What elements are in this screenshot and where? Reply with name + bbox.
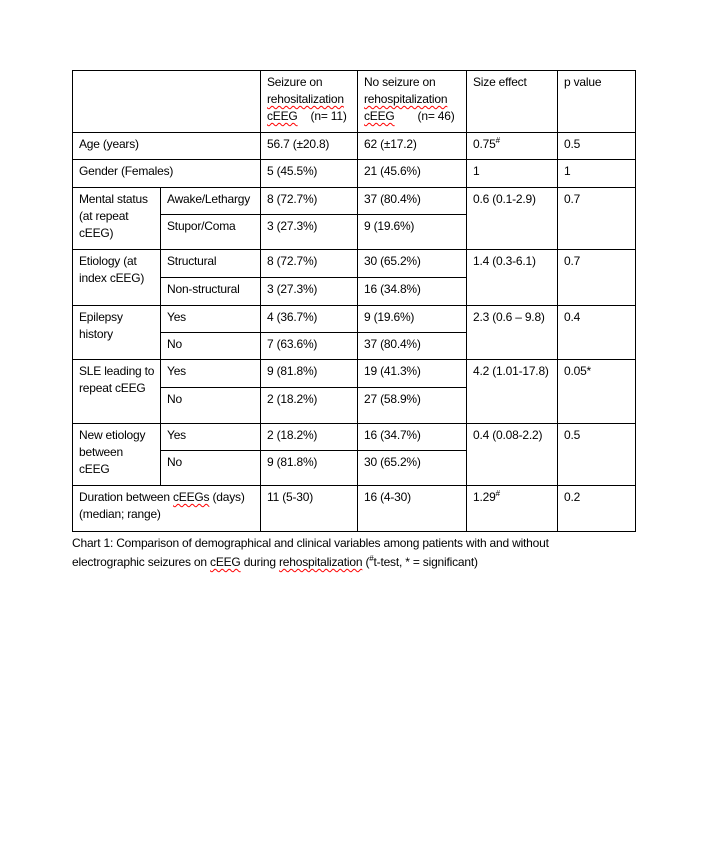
- cell-etiology-sub1-seizure: 8 (72.7%): [261, 250, 358, 278]
- cell-duration-no-seizure: 16 (4-30): [358, 486, 467, 532]
- cell-mental-sub2-seizure: 3 (27.3%): [261, 215, 358, 250]
- cell-mental-size-effect: 0.6 (0.1-2.9): [467, 188, 558, 250]
- t-test-marker: #: [369, 554, 374, 563]
- header-no-seizure-col: [358, 71, 467, 133]
- cell-mental-sub1-no-seizure: 37 (80.4%): [358, 188, 467, 215]
- cell-etiology-sub1-label: Structural: [161, 250, 261, 278]
- row-etiology-structural: [73, 250, 636, 278]
- cell-new-etiology-label: New etiology between cEEG: [73, 424, 161, 486]
- cell-etiology-p: 0.7: [558, 250, 636, 306]
- spellcheck-word: rehospitalization: [364, 92, 448, 106]
- spellcheck-word: cEEG: [210, 555, 241, 569]
- cell-new-etiology-sub1-no-seizure: 16 (34.7%): [358, 424, 467, 451]
- header-no-seizure-line1: No seizure on: [364, 75, 436, 89]
- cell-epilepsy-sub2-seizure: 7 (63.6%): [261, 333, 358, 360]
- header-size-effect-col: Size effect: [467, 71, 558, 133]
- cell-etiology-sub2-no-seizure: 16 (34.8%): [358, 278, 467, 306]
- header-seizure-col: [261, 71, 358, 133]
- cell-gender-p: 1: [558, 160, 636, 188]
- cell-new-etiology-sub1-label: Yes: [161, 424, 261, 451]
- spellcheck-word: cEEG: [267, 109, 298, 123]
- cell-epilepsy-sub1-label: Yes: [161, 306, 261, 333]
- table-header-row: [73, 71, 636, 133]
- cell-gender-label: Gender (Females): [73, 160, 261, 188]
- cell-age-seizure: 56.7 (±20.8): [261, 133, 358, 160]
- cell-sle-p: 0.05*: [558, 360, 636, 424]
- cell-sle-label: SLE leading to repeat cEEG: [73, 360, 161, 424]
- cell-age-no-seizure: 62 (±17.2): [358, 133, 467, 160]
- cell-new-etiology-sub2-no-seizure: 30 (65.2%): [358, 451, 467, 486]
- cell-epilepsy-sub1-seizure: 4 (36.7%): [261, 306, 358, 333]
- spellcheck-word: cEEG: [364, 109, 395, 123]
- cell-new-etiology-sub1-seizure: 2 (18.2%): [261, 424, 358, 451]
- cell-mental-sub2-no-seizure: 9 (19.6%): [358, 215, 467, 250]
- comparison-table: [72, 70, 636, 532]
- row-new-etiology-yes: [73, 424, 636, 451]
- cell-gender-no-seizure: 21 (45.6%): [358, 160, 467, 188]
- cell-mental-sub2-label: Stupor/Coma: [161, 215, 261, 250]
- t-test-marker: #: [495, 489, 500, 498]
- cell-mental-p: 0.7: [558, 188, 636, 250]
- row-epilepsy-yes: [73, 306, 636, 333]
- cell-sle-sub1-seizure: 9 (81.8%): [261, 360, 358, 388]
- cell-duration-label: Duration between cEEGs (days) (median; range): [73, 486, 261, 532]
- row-sle-yes: [73, 360, 636, 388]
- cell-gender-size-effect: 1: [467, 160, 558, 188]
- cell-age-label: Age (years): [73, 133, 261, 160]
- cell-etiology-size-effect: 1.4 (0.3-6.1): [467, 250, 558, 306]
- cell-sle-sub2-label: No: [161, 388, 261, 424]
- cell-sle-size-effect: 4.2 (1.01-17.8): [467, 360, 558, 424]
- cell-duration-seizure: 11 (5-30): [261, 486, 358, 532]
- cell-epilepsy-label: Epilepsy history: [73, 306, 161, 360]
- spellcheck-word: cEEGs: [173, 490, 210, 504]
- cell-sle-sub2-no-seizure: 27 (58.9%): [358, 388, 467, 424]
- cell-epilepsy-sub1-no-seizure: 9 (19.6%): [358, 306, 467, 333]
- cell-gender-seizure: 5 (45.5%): [261, 160, 358, 188]
- cell-etiology-sub2-seizure: 3 (27.3%): [261, 278, 358, 306]
- cell-age-p: 0.5: [558, 133, 636, 160]
- row-age: [73, 133, 636, 160]
- cell-sle-sub1-label: Yes: [161, 360, 261, 388]
- t-test-marker: #: [495, 136, 500, 145]
- cell-epilepsy-sub2-no-seizure: 37 (80.4%): [358, 333, 467, 360]
- cell-mental-sub1-seizure: 8 (72.7%): [261, 188, 358, 215]
- cell-epilepsy-p: 0.4: [558, 306, 636, 360]
- cell-sle-sub2-seizure: 2 (18.2%): [261, 388, 358, 424]
- cell-new-etiology-sub2-seizure: 9 (81.8%): [261, 451, 358, 486]
- cell-new-etiology-size-effect: 0.4 (0.08-2.2): [467, 424, 558, 486]
- cell-etiology-label: Etiology (at index cEEG): [73, 250, 161, 306]
- cell-new-etiology-p: 0.5: [558, 424, 636, 486]
- spellcheck-word: rehospitalization: [279, 555, 363, 569]
- row-gender: [73, 160, 636, 188]
- row-duration: [73, 486, 636, 532]
- header-p-value-col: p value: [558, 71, 636, 133]
- cell-new-etiology-sub2-label: No: [161, 451, 261, 486]
- header-blank-cell: [73, 71, 261, 133]
- cell-epilepsy-size-effect: 2.3 (0.6 – 9.8): [467, 306, 558, 360]
- cell-etiology-sub2-label: Non-structural: [161, 278, 261, 306]
- cell-age-size-effect: 0.75#: [467, 133, 558, 160]
- header-seizure-n: (n= 11): [310, 109, 347, 123]
- cell-etiology-sub1-no-seizure: 30 (65.2%): [358, 250, 467, 278]
- cell-duration-size-effect: 1.29#: [467, 486, 558, 532]
- cell-sle-sub1-no-seizure: 19 (41.3%): [358, 360, 467, 388]
- cell-epilepsy-sub2-label: No: [161, 333, 261, 360]
- table-caption: [72, 534, 632, 572]
- header-seizure-line1: Seizure on: [267, 75, 323, 89]
- cell-mental-sub1-label: Awake/Lethargy: [161, 188, 261, 215]
- row-mental-status-awake: [73, 188, 636, 215]
- cell-duration-p: 0.2: [558, 486, 636, 532]
- header-no-seizure-n: (n= 46): [417, 109, 455, 123]
- caption-line1: Chart 1: Comparison of demographical and clinical variables among patients with and without: [72, 536, 549, 550]
- caption-line2: electrographic seizures on cEEG during rehospitalization (#t-test, * = significant): [72, 554, 478, 569]
- spellcheck-word: rehositalization: [267, 92, 344, 106]
- cell-mental-status-label: Mental status (at repeat cEEG): [73, 188, 161, 250]
